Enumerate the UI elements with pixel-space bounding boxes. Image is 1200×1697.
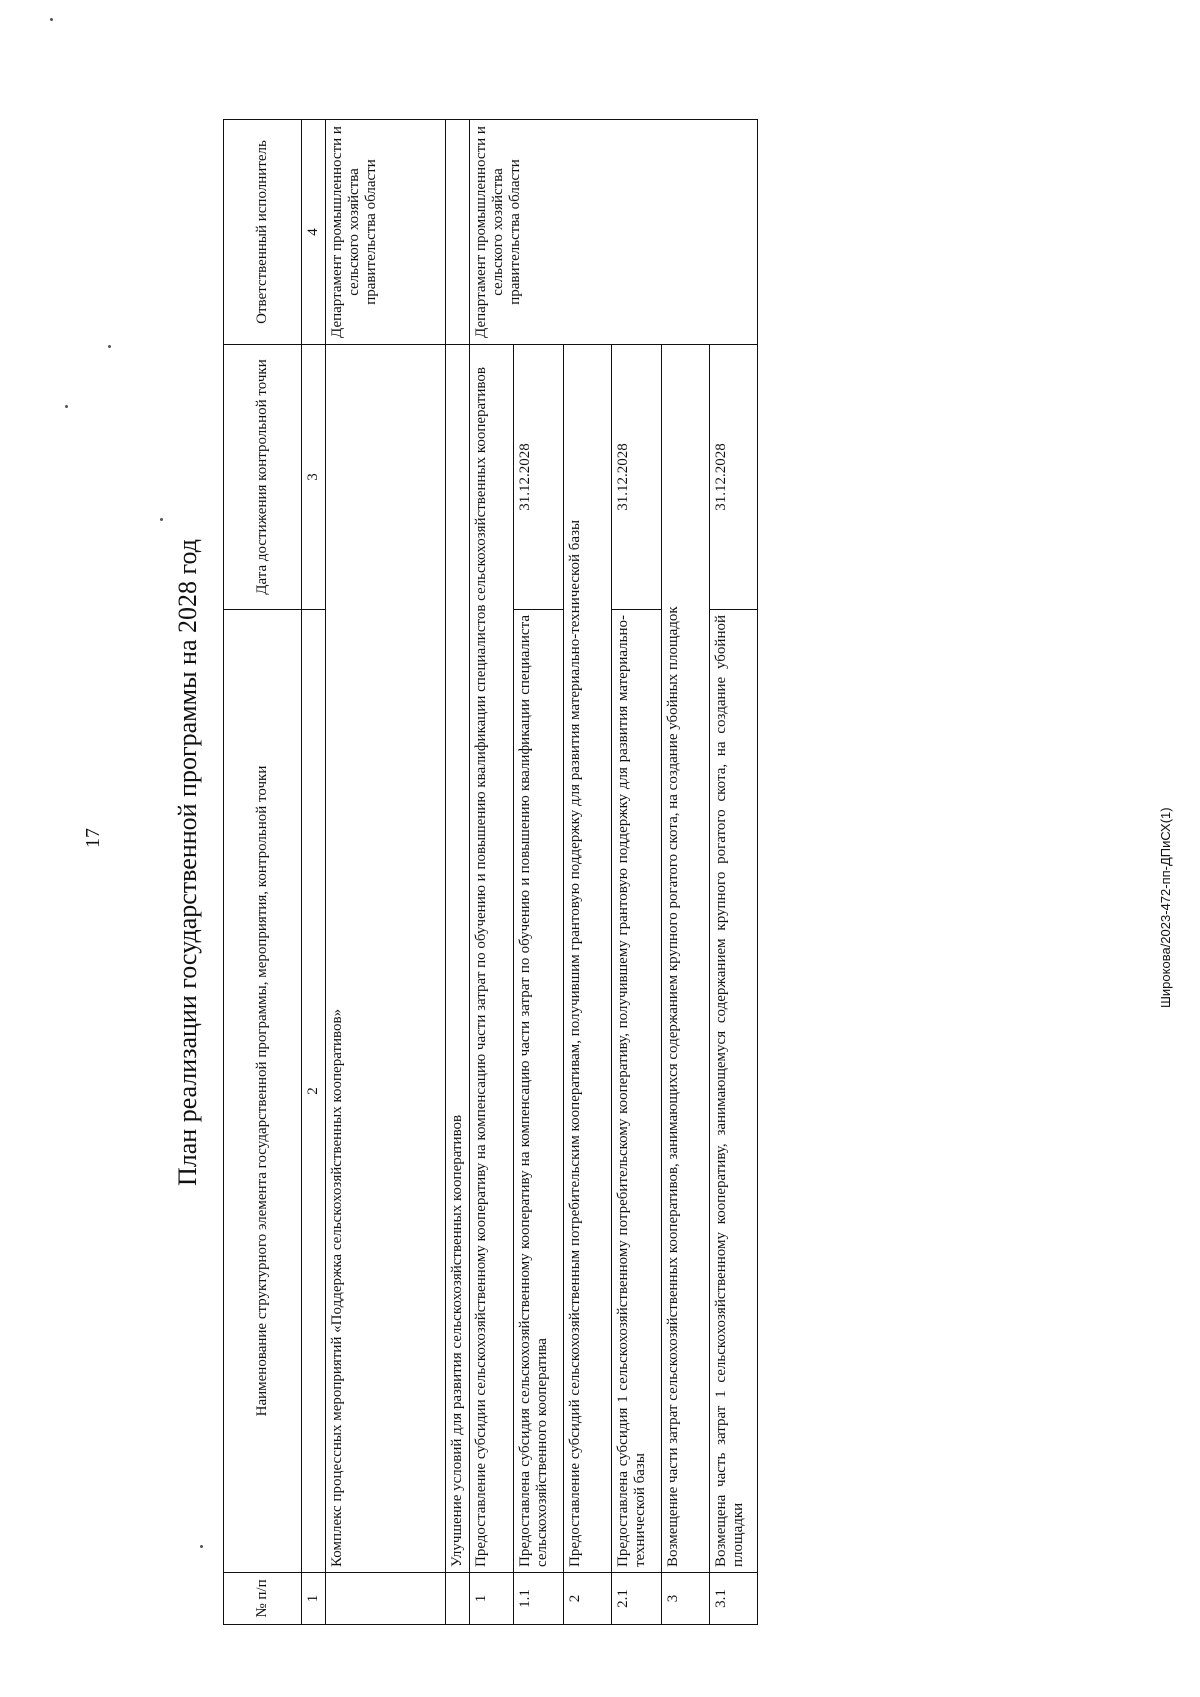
- scan-speck: [108, 345, 111, 348]
- table-row: [514, 120, 564, 1625]
- plan-table: [223, 119, 758, 1625]
- column-number: 3: [302, 345, 326, 610]
- table-row: [612, 120, 662, 1625]
- complex-title: Комплекс процессных мероприятий «Поддержка сельскохозяйственных кооперативов»: [326, 345, 446, 1573]
- column-number: 4: [302, 120, 326, 345]
- header-responsible: Ответственный исполнитель: [224, 120, 302, 345]
- row-number: 2.1: [612, 1573, 662, 1625]
- document-title: План реализации государственной программы на 2028 год: [173, 538, 202, 1187]
- header-number: № п/п: [224, 1573, 302, 1625]
- row-text: Предоставление субсидий сельскохозяйственным потребительским кооперативам, получившим грантовую поддержку для развития материально-технической базы: [564, 345, 612, 1573]
- table-row: [470, 120, 514, 1625]
- header-name: Наименование структурного элемента государственной программы, мероприятия, контрольной точки: [224, 610, 302, 1573]
- row-number: 3.1: [710, 1573, 758, 1625]
- row-number: 3: [662, 1573, 710, 1625]
- table-row: [710, 120, 758, 1625]
- table-header-row: [224, 120, 302, 1625]
- header-date: Дата достижения контрольной точки: [224, 345, 302, 610]
- table-row: [564, 120, 612, 1625]
- row-number: 1: [470, 1573, 514, 1625]
- row-text: Предоставлена субсидия 1 сельскохозяйственному потребительскому кооперативу, получившему грантовую поддержку для развития материально-технической базы: [612, 610, 662, 1573]
- complex-row: [326, 120, 446, 1625]
- row-text: Предоставлена субсидия сельскохозяйственному кооперативу на компенсацию части затрат по обучению и повышению квалификации специалиста сельскохозяйственного кооператива: [514, 610, 564, 1573]
- document-id: Широкова/2023-472-пп-ДПиСХ(1): [1158, 807, 1173, 1008]
- row-number: 2: [564, 1573, 612, 1625]
- table-row: [662, 120, 710, 1625]
- scan-speck: [50, 18, 53, 21]
- column-number: 1: [302, 1573, 326, 1625]
- section-number-cell: [446, 1573, 470, 1625]
- page-number: 17: [82, 828, 104, 848]
- column-number: 2: [302, 610, 326, 1573]
- row-text: Возмещена часть затрат 1 сельскохозяйственному кооперативу, занимающемуся содержанием крупного рогатого скота, на создание убойной площадки: [710, 610, 758, 1573]
- row-date: 31.12.2028: [612, 345, 662, 610]
- row-date: 31.12.2028: [514, 345, 564, 610]
- row-text: Возмещение части затрат сельскохозяйственных кооперативов, занимающихся содержанием крупного рогатого скота, на создание убойных площадок: [662, 345, 710, 1573]
- row-date: 31.12.2028: [710, 345, 758, 610]
- complex-number-cell: [326, 1573, 446, 1625]
- section-row: [446, 120, 470, 1625]
- scan-speck: [65, 405, 68, 408]
- row-text: Предоставление субсидии сельскохозяйственному кооперативу на компенсацию части затрат по обучению и повышению квалификации специалистов сельскохозяйственных кооперативов: [470, 345, 514, 1573]
- rows-responsible: Департамент промышленности и сельского хозяйства правительства области: [470, 120, 758, 345]
- complex-responsible: Департамент промышленности и сельского хозяйства правительства области: [326, 120, 446, 345]
- section-responsible-cell: [446, 120, 470, 345]
- column-numbers-row: [302, 120, 326, 1625]
- rotated-landscape-page: [165, 120, 758, 1625]
- section-title: Улучшение условий для развития сельскохозяйственных кооперативов: [446, 345, 470, 1573]
- row-number: 1.1: [514, 1573, 564, 1625]
- scan-speck: [160, 518, 163, 521]
